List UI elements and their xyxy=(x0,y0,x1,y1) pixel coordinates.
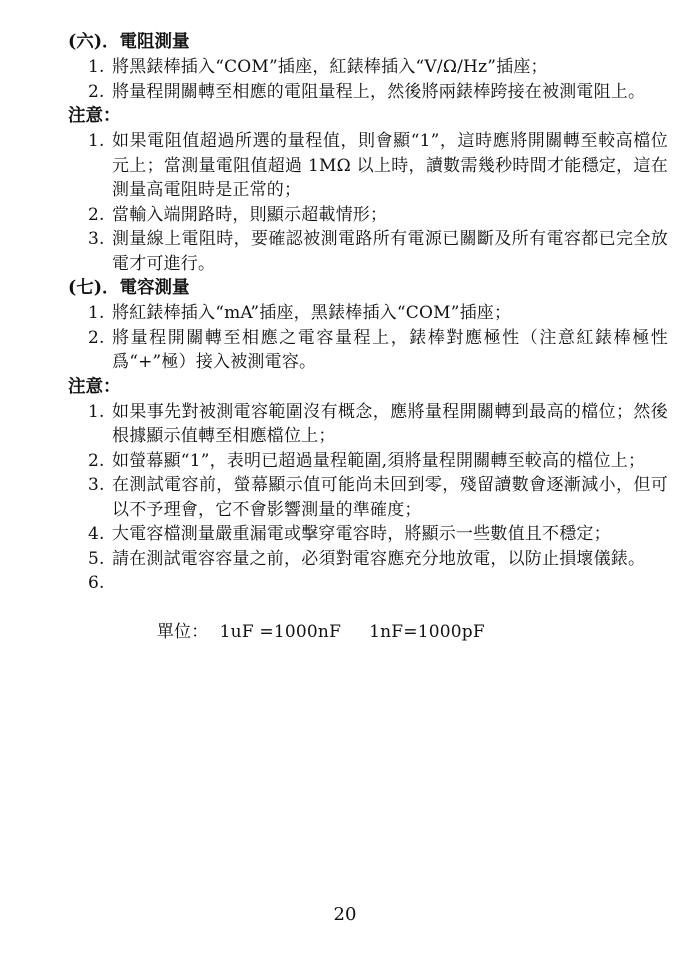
list-item xyxy=(68,129,668,203)
list-item xyxy=(68,80,668,105)
item-text: 大電容檔測量嚴重漏電或擊穿電容時，將顯示一些數值且不穩定； xyxy=(112,524,611,544)
item-number: 2. xyxy=(88,327,105,348)
item-number: 1. xyxy=(88,303,105,323)
list-item xyxy=(68,400,668,449)
item-text: 測量線上電阻時，要確認被測電路所有電源已關斷及所有電容都已完全放電才可進行。 xyxy=(112,229,668,274)
section-capacitance xyxy=(68,276,668,669)
notes-list xyxy=(68,400,668,670)
item-number: 5. xyxy=(88,548,105,569)
item-text: 將紅錶棒插入“mA”插座，黑錶棒插入“COM”插座； xyxy=(112,303,512,323)
item-text: 在測試電容前，螢幕顯示值可能尚未回到零，殘留讀數會逐漸減小，但可以不予理會，它不會影響測量的準確度； xyxy=(112,475,668,520)
item-text: 單位： 1uF =1000nF 1nF=1000pF xyxy=(156,622,485,642)
item-text: 請在測試電容容量之前，必須對電容應充分地放電，以防止損壞儀錶。 xyxy=(112,548,646,569)
list-item xyxy=(68,571,668,669)
item-number: 1. xyxy=(88,401,105,422)
item-text: 如螢幕顯“1”，表明已超過量程範圍,須將量程開關轉至較高的檔位上； xyxy=(112,450,646,471)
notes-list xyxy=(68,129,668,276)
document-body xyxy=(68,30,668,669)
item-number: 6. xyxy=(88,573,105,593)
list-item xyxy=(68,547,668,572)
section-heading: (七)．電容測量 xyxy=(68,278,190,298)
list-item xyxy=(68,203,668,228)
item-number: 1. xyxy=(88,131,105,151)
procedure-list xyxy=(68,55,668,104)
item-text: 將量程開關轉至相應的電阻量程上，然後將兩錶棒跨接在被測電阻上。 xyxy=(112,81,646,102)
item-text: 當輸入端開路時，則顯示超載情形； xyxy=(112,204,388,225)
section-heading: (六)．電阻測量 xyxy=(68,32,190,52)
item-number: 4. xyxy=(88,524,105,544)
item-number: 3. xyxy=(88,229,105,249)
item-text: 將黑錶棒插入“COM”插座，紅錶棒插入“V/Ω/Hz”插座； xyxy=(112,57,548,77)
item-text: 將量程開關轉至相應之電容量程上，錶棒對應極性（注意紅錶棒極性爲“+”極）接入被測電容。 xyxy=(112,327,668,372)
list-item xyxy=(68,522,668,547)
list-item xyxy=(68,55,668,80)
list-item xyxy=(68,227,668,276)
item-number: 2. xyxy=(88,81,105,102)
list-item xyxy=(68,473,668,522)
item-text: 如果電阻值超過所選的量程值，則會顯“1”，這時應將開關轉至較高檔位元上；當測量電阻值超過 1MΩ 以上時，讀數需幾秒時間才能穩定，這在測量高電阻時是正常的； xyxy=(112,131,668,200)
item-text: 如果事先對被測電容範圍沒有概念，應將量程開關轉到最高的檔位；然後根據顯示值轉至相應檔位上； xyxy=(112,401,668,446)
note-heading: 注意： xyxy=(68,106,121,126)
list-item xyxy=(68,449,668,474)
note-heading: 注意： xyxy=(68,376,121,397)
list-item xyxy=(68,326,668,375)
item-number: 2. xyxy=(88,450,105,471)
item-number: 1. xyxy=(88,57,105,77)
page-number: 20 xyxy=(333,904,357,925)
item-number: 2. xyxy=(88,204,105,225)
item-number: 3. xyxy=(88,475,105,495)
procedure-list xyxy=(68,301,668,375)
list-item xyxy=(68,301,668,326)
section-resistance xyxy=(68,30,668,276)
